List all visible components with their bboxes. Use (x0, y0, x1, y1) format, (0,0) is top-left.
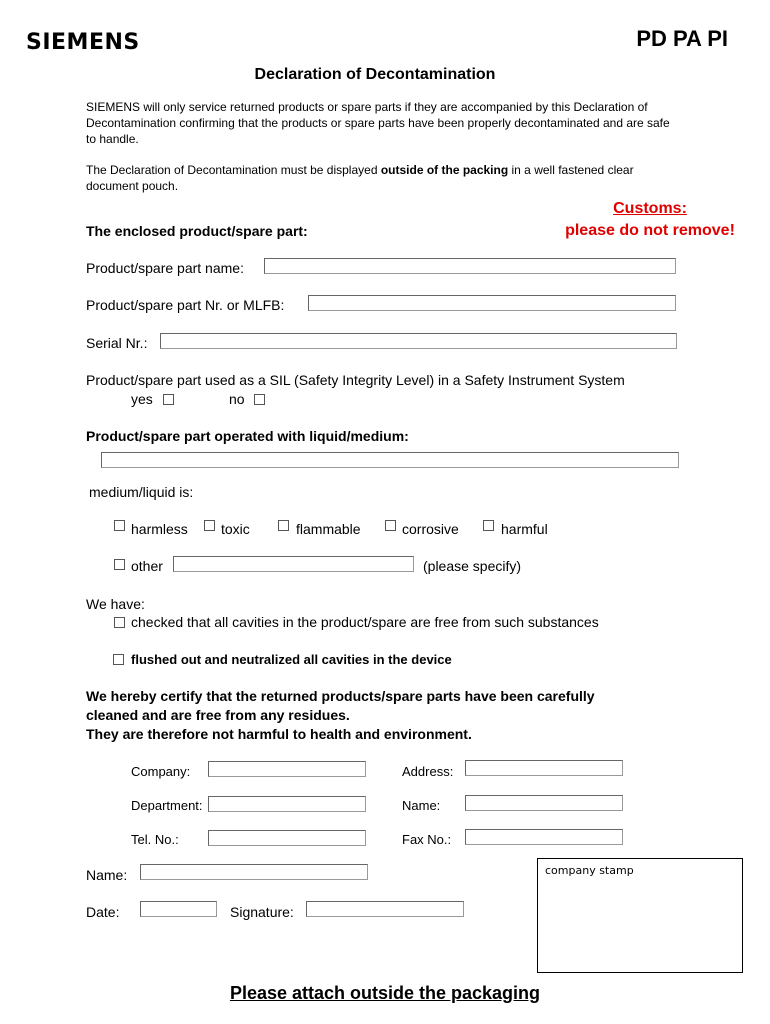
intro-paragraph-1: SIEMENS will only service returned products or spare parts if they are accompanied by this Declaration of Decontamination confirming that the products or spare parts have been properly decontaminated and are safe to handle. (86, 100, 670, 146)
intro-paragraph-2 (86, 162, 678, 194)
sil-yes-label: yes (131, 391, 153, 407)
company-stamp-label: company stamp (545, 864, 634, 877)
signature-field[interactable] (306, 901, 464, 917)
company-field[interactable] (208, 761, 366, 777)
date-label: Date: (86, 904, 120, 920)
product-nr-label: Product/spare part Nr. or MLFB: (86, 297, 285, 313)
sil-no-label: no (229, 391, 245, 407)
customs-line-2: please do not remove! (565, 222, 735, 239)
corrosive-label: corrosive (402, 521, 459, 537)
medium-field[interactable] (101, 452, 679, 468)
please-specify-label: (please specify) (423, 558, 522, 574)
company-stamp-box[interactable] (537, 858, 743, 973)
customs-notice (540, 198, 760, 242)
serial-label: Serial Nr.: (86, 335, 148, 351)
other-label: other (131, 558, 163, 574)
date-field[interactable] (140, 901, 217, 917)
flammable-label: flammable (296, 521, 361, 537)
department-field[interactable] (208, 796, 366, 812)
corrosive-checkbox[interactable] (385, 520, 396, 531)
harmless-label: harmless (131, 521, 188, 537)
toxic-checkbox[interactable] (204, 520, 215, 531)
footer-instruction: Please attach outside the packaging (229, 983, 541, 1003)
certify-line-3: They are therefore not harmful to health and environment. (86, 726, 472, 742)
certify-line-2: cleaned and are free from any residues. (86, 707, 350, 723)
tel-field[interactable] (208, 830, 366, 846)
signoff-name-field[interactable] (140, 864, 368, 880)
flammable-checkbox[interactable] (278, 520, 289, 531)
serial-field[interactable] (160, 333, 677, 349)
siemens-logo: SIEMENS (26, 30, 140, 55)
product-heading: The enclosed product/spare part: (86, 223, 308, 239)
sil-no-checkbox[interactable] (254, 394, 265, 405)
intro-p2-emphasis: outside of the packing (380, 163, 509, 177)
customs-line-1: Customs: (613, 200, 687, 217)
cavities-checked-label: checked that all cavities in the product/spare are free from such substances (131, 614, 599, 630)
flushed-checkbox[interactable] (113, 654, 124, 665)
page-title: Declaration of Decontamination (254, 66, 496, 83)
other-checkbox[interactable] (114, 559, 125, 570)
address-field[interactable] (465, 760, 623, 776)
flushed-label: flushed out and neutralized all cavities in the device (131, 652, 452, 667)
harmless-checkbox[interactable] (114, 520, 125, 531)
tel-label: Tel. No.: (131, 832, 179, 847)
certify-line-1: We hereby certify that the returned products/spare parts have been carefully (86, 688, 595, 704)
company-label: Company: (131, 764, 191, 779)
fax-label: Fax No.: (402, 832, 452, 847)
medium-heading: Product/spare part operated with liquid/medium: (86, 428, 409, 444)
other-specify-field[interactable] (173, 556, 414, 572)
contact-name-field[interactable] (465, 795, 623, 811)
toxic-label: toxic (221, 521, 250, 537)
product-name-label: Product/spare part name: (86, 260, 244, 276)
signature-label: Signature: (230, 904, 294, 920)
cavities-checked-checkbox[interactable] (114, 617, 125, 628)
fax-field[interactable] (465, 829, 623, 845)
medium-is-label: medium/liquid is: (89, 484, 194, 500)
we-have-label: We have: (86, 596, 145, 612)
product-nr-field[interactable] (308, 295, 676, 311)
sil-question: Product/spare part used as a SIL (Safety Integrity Level) in a Safety Instrument System (86, 372, 625, 388)
department-label: Department: (131, 798, 203, 813)
sil-yes-checkbox[interactable] (163, 394, 174, 405)
address-label: Address: (402, 764, 454, 779)
contact-name-label: Name: (402, 798, 441, 813)
harmful-checkbox[interactable] (483, 520, 494, 531)
signoff-name-label: Name: (86, 867, 128, 883)
intro-p2-text: The Declaration of Decontamination must be displayed (86, 163, 381, 177)
harmful-label: harmful (501, 521, 548, 537)
intro-p2-text-end: in a well fastened clear document pouch. (86, 163, 634, 193)
document-code: PD PA PI (636, 26, 728, 51)
product-name-field[interactable] (264, 258, 676, 274)
